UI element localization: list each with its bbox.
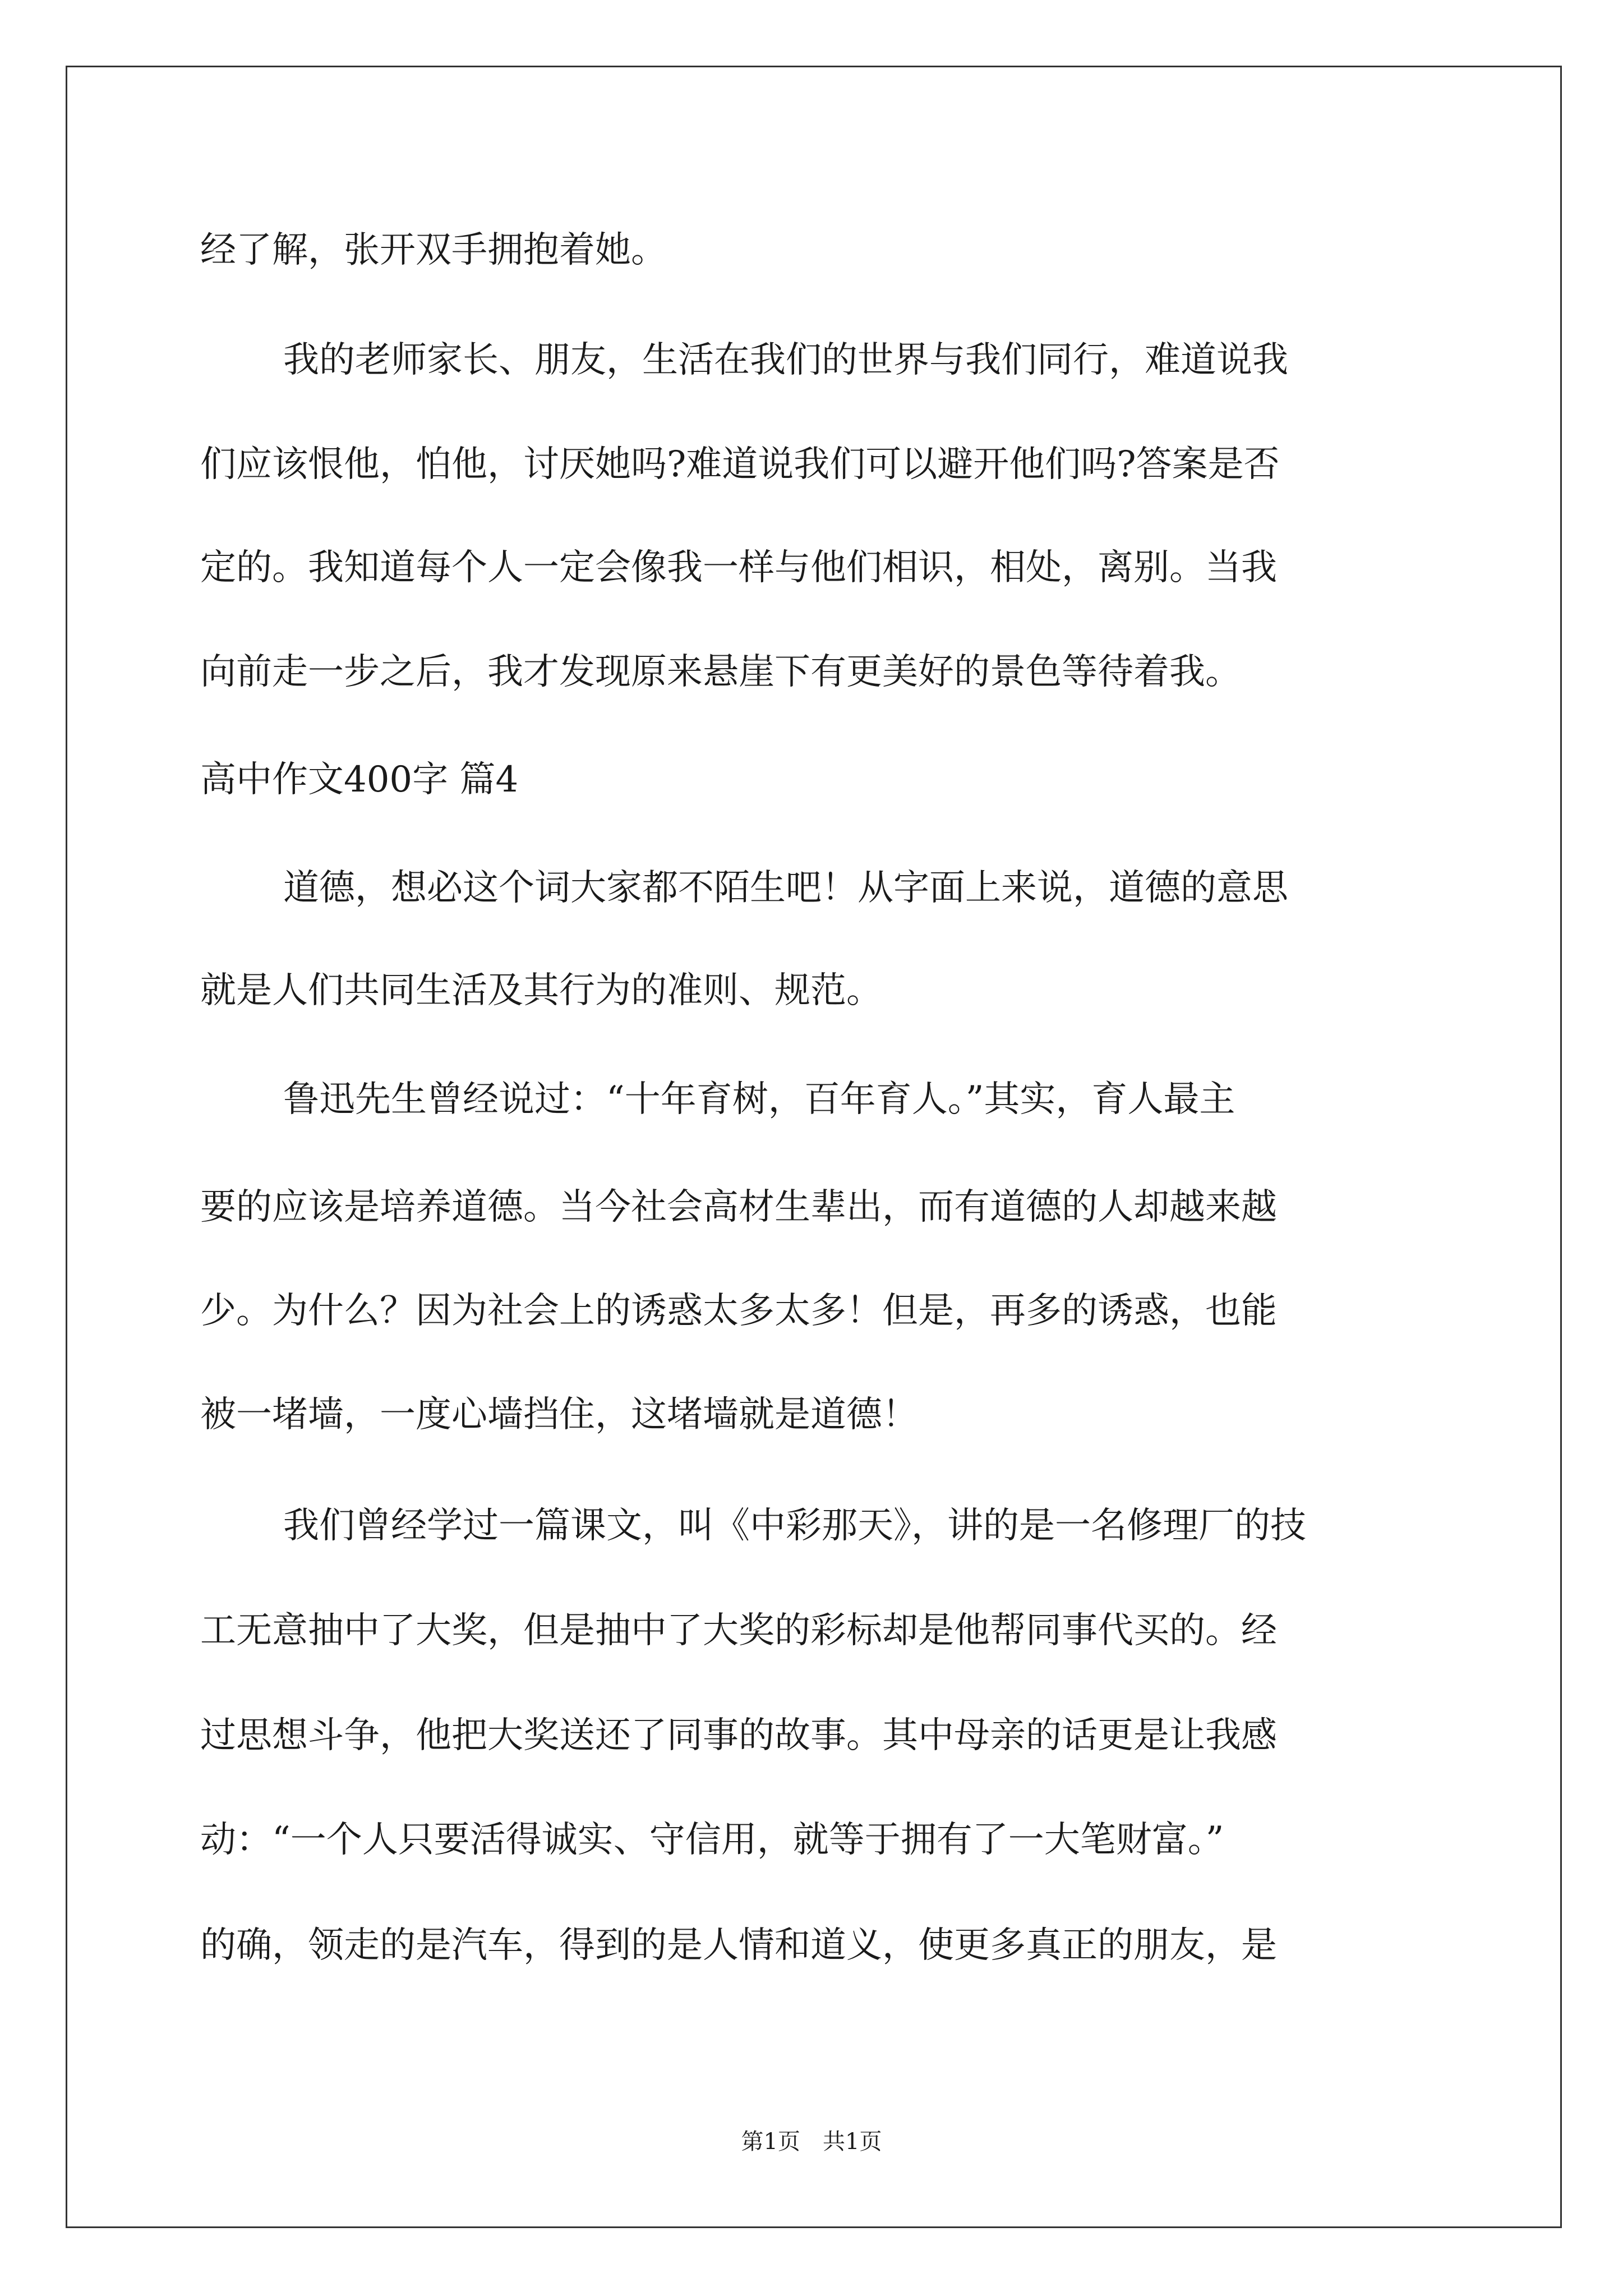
section-heading: 高中作文400字 篇4 — [200, 759, 519, 800]
text-line: 的确，领走的是汽车，得到的是人情和道义，使更多真正的朋友，是 — [200, 1925, 1277, 1966]
paragraph-line: 鲁迅先生曾经说过：“十年育树，百年育人。”其实，育人最主 — [283, 1079, 1235, 1120]
text-line: 要的应该是培养道德。当今社会高材生辈出，而有道德的人却越来越 — [200, 1186, 1277, 1228]
page-border — [66, 66, 1562, 2228]
paragraph-line: 道德，想必这个词大家都不陌生吧！从字面上来说，道德的意思 — [283, 867, 1288, 909]
paragraph-line: 我的老师家长、朋友，生活在我们的世界与我们同行，难道说我 — [283, 339, 1288, 381]
text-line: 被一堵墙，一度心墙挡住，这堵墙就是道德！ — [200, 1394, 918, 1435]
text-line: 少。为什么？因为社会上的诱惑太多太多！但是，再多的诱惑，也能 — [200, 1290, 1277, 1332]
page-footer: 第1页 共1页 — [741, 2129, 882, 2155]
text-line: 向前走一步之后，我才发现原来悬崖下有更美好的景色等待着我。 — [200, 651, 1241, 693]
paragraph-line: 我们曾经学过一篇课文，叫《中彩那天》，讲的是一名修理厂的技 — [283, 1505, 1306, 1547]
text-line: 过思想斗争，他把大奖送还了同事的故事。其中母亲的话更是让我感 — [200, 1715, 1277, 1756]
text-line: 们应该恨他，怕他，讨厌她吗?难道说我们可以避开他们吗?答案是否 — [200, 444, 1280, 485]
text-line: 就是人们共同生活及其行为的准则、规范。 — [200, 970, 882, 1011]
text-line: 工无意抽中了大奖，但是抽中了大奖的彩标却是他帮同事代买的。经 — [200, 1610, 1277, 1651]
text-line: 定的。我知道每个人一定会像我一样与他们相识，相处，离别。当我 — [200, 547, 1277, 588]
text-line: 动：“一个人只要活得诚实、守信用，就等于拥有了一大笔财富。” — [200, 1819, 1224, 1861]
text-line: 经了解，张开双手拥抱着她。 — [200, 229, 667, 271]
